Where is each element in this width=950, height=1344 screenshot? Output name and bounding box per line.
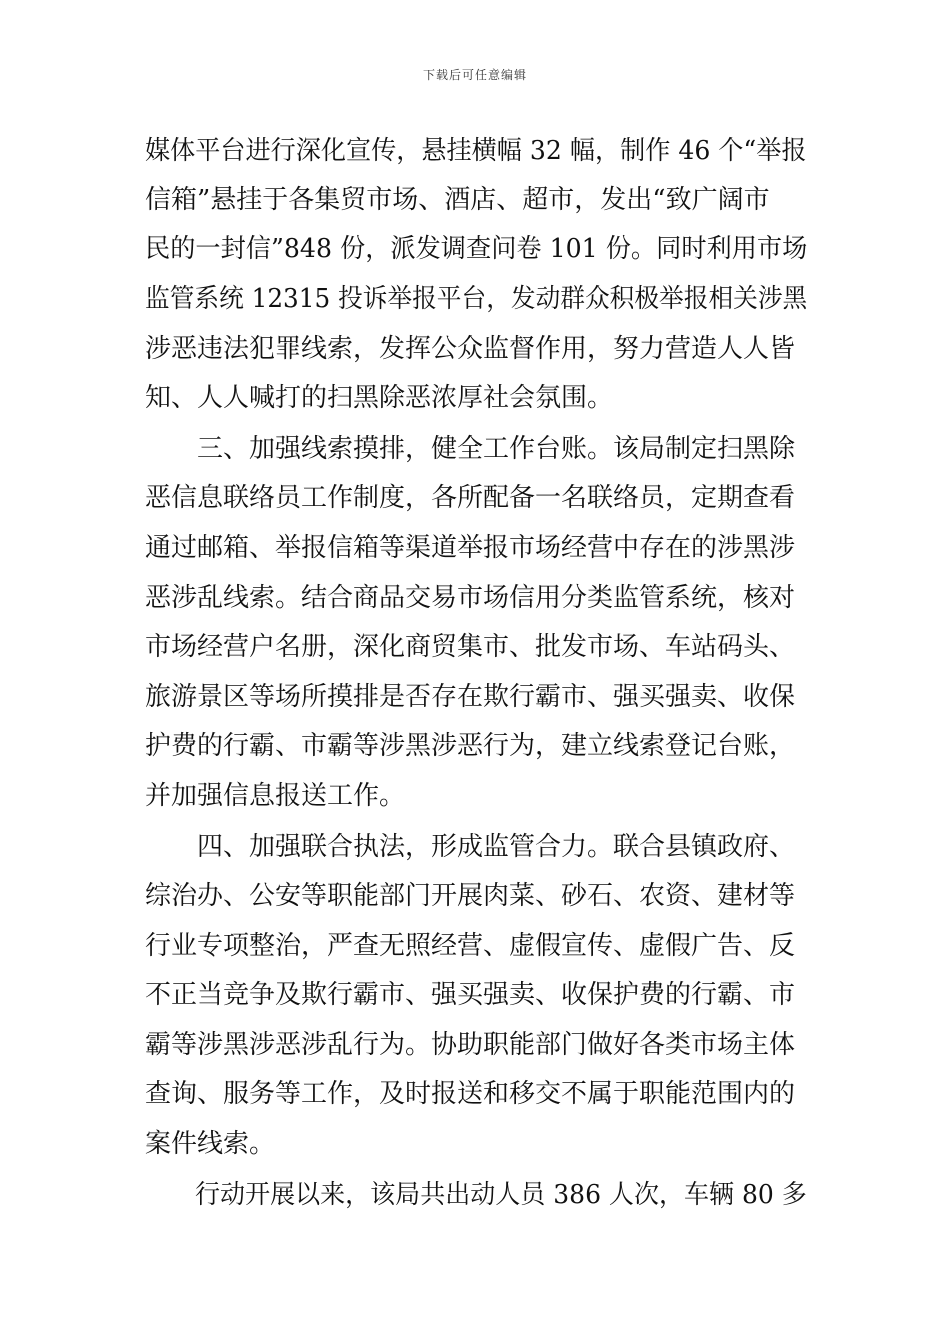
page-header: 下载后可任意编辑 [422,68,527,82]
body-line: 通过邮箱、举报信箱等渠道举报市场经营中存在的涉黑涉 [145,533,796,563]
body-line: 民的一封信”848 份，派发调查问卷 101 份。同时利用市场 [145,234,808,264]
body-line: 案件线索。 [145,1129,276,1159]
body-line: 不正当竞争及欺行霸市、强买强卖、收保护费的行霸、市 [145,980,796,1010]
body-line: 综治办、公安等职能部门开展肉菜、砂石、农资、建材等 [145,881,796,911]
body-line: 监管系统 12315 投诉举报平台，发动群众积极举报相关涉黑 [145,284,808,314]
body-line: 恶信息联络员工作制度，各所配备一名联络员，定期查看 [145,483,796,513]
body-line: 行动开展以来，该局共出动人员 386 人次，车辆 80 多 [145,1180,807,1210]
body-line: 三、加强线索摸排，健全工作台账。该局制定扫黑除 [145,434,796,464]
body-line: 并加强信息报送工作。 [145,781,406,811]
body-line: 知、人人喊打的扫黑除恶浓厚社会氛围。 [145,383,614,413]
body-line: 市场经营户名册，深化商贸集市、批发市场、车站码头、 [145,632,796,662]
body-line: 信箱”悬挂于各集贸市场、酒店、超市，发出“致广阔市 [145,185,770,215]
body-line: 涉恶违法犯罪线索，发挥公众监督作用，努力营造人人皆 [145,334,796,364]
body-line: 媒体平台进行深化宣传，悬挂横幅 32 幅，制作 46 个“举报 [145,136,807,166]
body-line: 四、加强联合执法，形成监管合力。联合县镇政府、 [145,832,796,862]
body-line: 霸等涉黑涉恶涉乱行为。协助职能部门做好各类市场主体 [145,1030,796,1060]
body-line: 查询、服务等工作，及时报送和移交不属于职能范围内的 [145,1079,796,1109]
body-line: 行业专项整治，严查无照经营、虚假宣传、虚假广告、反 [145,931,796,961]
body-line: 护费的行霸、市霸等涉黑涉恶行为，建立线索登记台账， [145,731,796,761]
body-line: 旅游景区等场所摸排是否存在欺行霸市、强买强卖、收保 [145,682,796,712]
body-line: 恶涉乱线索。结合商品交易市场信用分类监管系统，核对 [145,583,796,613]
